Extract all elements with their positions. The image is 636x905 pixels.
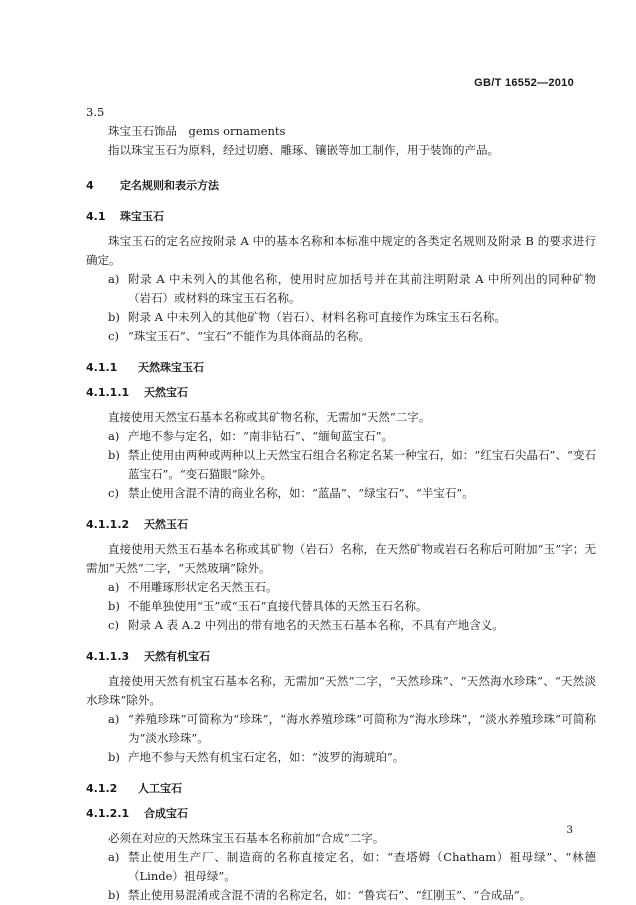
section-4-1-1-heading bbox=[86, 358, 596, 377]
section-title: 人工宝石 bbox=[138, 782, 182, 795]
standard-number: GB/T 16552—2010 bbox=[474, 77, 574, 89]
paragraph: 直接使用天然宝石基本名称或其矿物名称，无需加“天然”二字。 bbox=[108, 410, 431, 424]
list-marker: a) bbox=[108, 429, 120, 443]
list-marker: c) bbox=[108, 618, 119, 632]
paragraph: 直接使用天然有机宝石基本名称，无需加“天然”二字，“天然珍珠”、“天然海水珍珠”、“天然淡水珍珠”除外。 bbox=[86, 674, 596, 707]
list-marker: b) bbox=[108, 888, 120, 902]
list-item bbox=[86, 327, 596, 346]
list-text: 不能单独使用“玉”或“玉石”直接代替具体的天然玉石名称。 bbox=[128, 599, 428, 613]
list-text: 产地不参与定名，如：“南非钻石”、“缅甸蓝宝石”。 bbox=[128, 429, 394, 443]
section-4-1-heading bbox=[86, 207, 596, 226]
list-item bbox=[86, 886, 596, 905]
list-marker: b) bbox=[108, 750, 120, 764]
section-number: 4.1.1.2 bbox=[86, 518, 130, 531]
term-definition: 指以珠宝玉石为原料，经过切磨、雕琢、镶嵌等加工制作，用于装饰的产品。 bbox=[108, 143, 499, 157]
section-number: 4.1 bbox=[86, 210, 106, 223]
paragraph: 必须在对应的天然珠宝玉石基本名称前加“合成”二字。 bbox=[108, 831, 385, 845]
list-text: 附录 A 中未列入的其他矿物（岩石）、材料名称可直接作为珠宝玉石名称。 bbox=[128, 310, 506, 324]
list-item bbox=[86, 616, 596, 635]
section-4-1-1-1-heading bbox=[86, 383, 596, 402]
list-marker: a) bbox=[108, 580, 120, 594]
list-text: 禁止使用易混淆或含混不清的名称定名，如：“鲁宾石”、“红刚玉”、“合成品”。 bbox=[128, 888, 532, 902]
section-title: 天然有机宝石 bbox=[144, 650, 210, 663]
list-marker: a) bbox=[108, 272, 120, 286]
list-item bbox=[86, 597, 596, 616]
section-number: 4.1.2 bbox=[86, 782, 118, 795]
list-item bbox=[86, 446, 596, 484]
section-number: 4.1.1.3 bbox=[86, 650, 130, 663]
list-item bbox=[86, 848, 596, 886]
list-text: 不用雕琢形状定名天然玉石。 bbox=[128, 580, 278, 594]
section-title: 天然宝石 bbox=[144, 386, 188, 399]
list-item bbox=[86, 748, 596, 767]
section-4-heading bbox=[86, 176, 596, 195]
list-marker: a) bbox=[108, 712, 120, 726]
page-number: 3 bbox=[566, 824, 573, 836]
section-4-1-1-3-heading bbox=[86, 647, 596, 666]
list-item bbox=[86, 270, 596, 308]
document-body bbox=[86, 103, 596, 905]
section-3-5-number: 3.5 bbox=[86, 105, 105, 119]
list-marker: a) bbox=[108, 850, 120, 864]
section-number: 4.1.1.1 bbox=[86, 386, 130, 399]
list-marker: c) bbox=[108, 329, 119, 343]
list-text: “珠宝玉石”、“宝石”不能作为具体商品的名称。 bbox=[128, 329, 371, 343]
list-marker: b) bbox=[108, 310, 120, 324]
list-item bbox=[86, 484, 596, 503]
paragraph: 珠宝玉石的定名应按附录 A 中的基本名称和本标准中规定的各类定名规则及附录 B 的要求进行确定。 bbox=[86, 234, 596, 267]
section-title: 天然玉石 bbox=[144, 518, 188, 531]
section-title: 珠宝玉石 bbox=[120, 210, 164, 223]
list-marker: b) bbox=[108, 599, 120, 613]
section-number: 4.1.1 bbox=[86, 361, 118, 374]
section-4-1-1-2-heading bbox=[86, 515, 596, 534]
list-marker: c) bbox=[108, 486, 119, 500]
list-item bbox=[86, 710, 596, 748]
section-4-1-2-heading bbox=[86, 779, 596, 798]
list-text: 禁止使用含混不清的商业名称，如：“蓝晶”、“绿宝石”、“半宝石”。 bbox=[128, 486, 474, 500]
list-item bbox=[86, 578, 596, 597]
section-title: 合成宝石 bbox=[144, 807, 188, 820]
term-heading: 珠宝玉石饰品 gems ornaments bbox=[108, 124, 286, 138]
list-text: 禁止使用由两种或两种以上天然宝石组合名称定名某一种宝石，如：“红宝石尖晶石”、“变石蓝宝石”。“变石猫眼”除外。 bbox=[128, 448, 596, 481]
section-number: 4 bbox=[86, 179, 94, 192]
section-number: 4.1.2.1 bbox=[86, 807, 130, 820]
list-text: 附录 A 表 A.2 中列出的带有地名的天然玉石基本名称，不具有产地含义。 bbox=[128, 618, 504, 632]
section-4-1-2-1-heading bbox=[86, 804, 596, 823]
section-title: 定名规则和表示方法 bbox=[120, 179, 219, 192]
list-text: “养殖珍珠”可简称为“珍珠”，“海水养殖珍珠”可简称为“海水珍珠”，“淡水养殖珍珠”可简称为“淡水珍珠”。 bbox=[128, 712, 596, 745]
section-title: 天然珠宝玉石 bbox=[138, 361, 204, 374]
list-marker: b) bbox=[108, 448, 120, 462]
list-item bbox=[86, 427, 596, 446]
list-text: 产地不参与天然有机宝石定名，如：“波罗的海琥珀”。 bbox=[128, 750, 405, 764]
list-text: 禁止使用生产厂、制造商的名称直接定名，如：“查塔姆（Chatham）祖母绿”、“林德（Linde）祖母绿”。 bbox=[128, 850, 596, 883]
list-item bbox=[86, 308, 596, 327]
list-text: 附录 A 中未列入的其他名称，使用时应加括号并在其前注明附录 A 中所列出的同种矿物（岩石）或材料的珠宝玉石名称。 bbox=[128, 272, 596, 305]
paragraph: 直接使用天然玉石基本名称或其矿物（岩石）名称，在天然矿物或岩石名称后可附加“玉”字；无需加“天然”二字，“天然玻璃”除外。 bbox=[86, 542, 596, 575]
